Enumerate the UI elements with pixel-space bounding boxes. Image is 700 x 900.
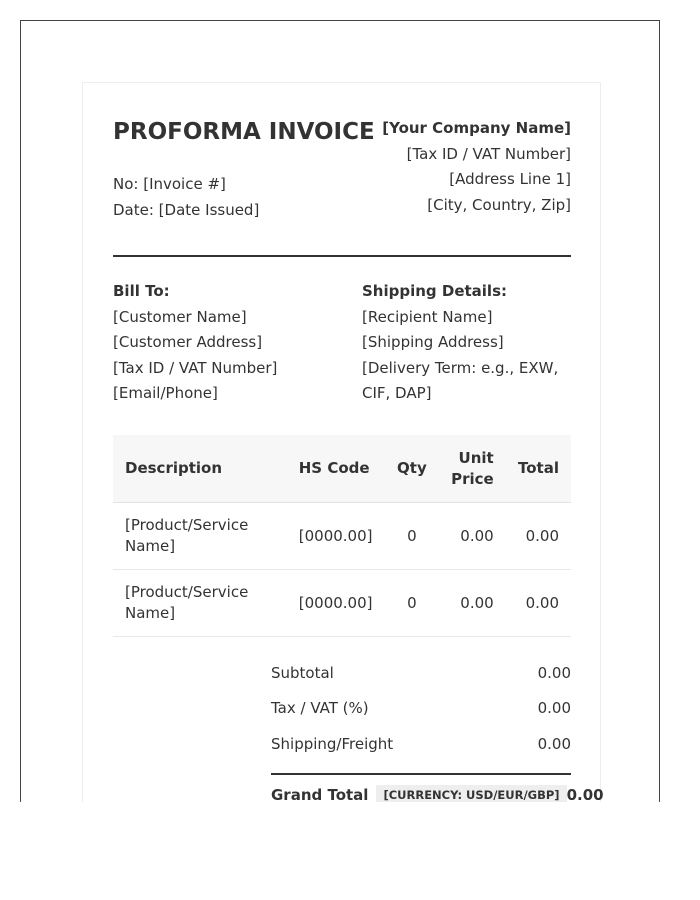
invoice-meta xyxy=(113,171,259,223)
bill-to-line: [Customer Address] xyxy=(113,333,263,351)
item-hs-code: [0000.00] xyxy=(287,570,385,637)
item-total: 0.00 xyxy=(506,503,571,570)
company-name: [Your Company Name] xyxy=(382,119,571,137)
company-tax-id: [Tax ID / VAT Number] xyxy=(406,144,571,163)
item-unit-price: 0.00 xyxy=(439,570,506,637)
invoice-date: Date: [Date Issued] xyxy=(113,201,260,219)
grand-total-label: Grand Total xyxy=(271,786,369,802)
company-city: [City, Country, Zip] xyxy=(427,195,571,214)
tax-value: 0.00 xyxy=(537,699,571,718)
bill-to-line: [Tax ID / VAT Number] xyxy=(113,358,278,377)
item-description: [Product/Service Name] xyxy=(113,570,287,637)
page-frame xyxy=(20,20,660,802)
company-address: [Address Line 1] xyxy=(449,170,571,188)
shipping-value: 0.00 xyxy=(537,734,571,753)
column-header-qty: Qty xyxy=(385,435,439,503)
column-header-unit-price: Unit Price xyxy=(439,435,506,503)
grand-total-row xyxy=(271,773,604,802)
shipping-line: [Delivery Term: e.g., EXW, CIF, DAP] xyxy=(362,358,559,402)
subtotal-row xyxy=(271,655,571,691)
invoice-sheet xyxy=(82,82,604,802)
grand-total-value: 0.00 xyxy=(566,786,604,802)
shipping-block xyxy=(362,279,577,407)
item-qty: 0 xyxy=(385,570,439,637)
tax-label: Tax / VAT (%) xyxy=(271,699,369,718)
company-info xyxy=(382,116,571,218)
column-header-hs-code: HS Code xyxy=(287,435,385,503)
bill-to-heading: Bill To: xyxy=(113,282,170,300)
column-header-description: Description xyxy=(113,435,287,503)
shipping-heading: Shipping Details: xyxy=(362,282,508,300)
table-row xyxy=(113,503,571,570)
shipping-label: Shipping/Freight xyxy=(271,734,394,753)
items-table xyxy=(113,435,571,637)
subtotal-value: 0.00 xyxy=(537,663,571,682)
item-qty: 0 xyxy=(385,503,439,570)
totals-block xyxy=(271,655,571,762)
item-unit-price: 0.00 xyxy=(439,503,506,570)
header-divider xyxy=(113,255,571,257)
bill-to-line: [Email/Phone] xyxy=(113,384,218,402)
table-header-row xyxy=(113,435,571,503)
item-hs-code: [0000.00] xyxy=(287,503,385,570)
invoice-title: PROFORMA INVOICE xyxy=(113,119,375,145)
shipping-line: [Recipient Name] xyxy=(362,307,493,326)
table-row xyxy=(113,570,571,637)
tax-row xyxy=(271,691,571,727)
bill-to-line: [Customer Name] xyxy=(113,307,247,326)
column-header-total: Total xyxy=(506,435,571,503)
currency-badge: [CURRENCY: USD/EUR/GBP] xyxy=(376,785,566,802)
item-total: 0.00 xyxy=(506,570,571,637)
subtotal-label: Subtotal xyxy=(271,663,334,682)
item-description: [Product/Service Name] xyxy=(113,503,287,570)
bill-to-block xyxy=(113,279,333,407)
invoice-number: No: [Invoice #] xyxy=(113,175,226,193)
shipping-row xyxy=(271,726,571,762)
shipping-line: [Shipping Address] xyxy=(362,333,504,351)
